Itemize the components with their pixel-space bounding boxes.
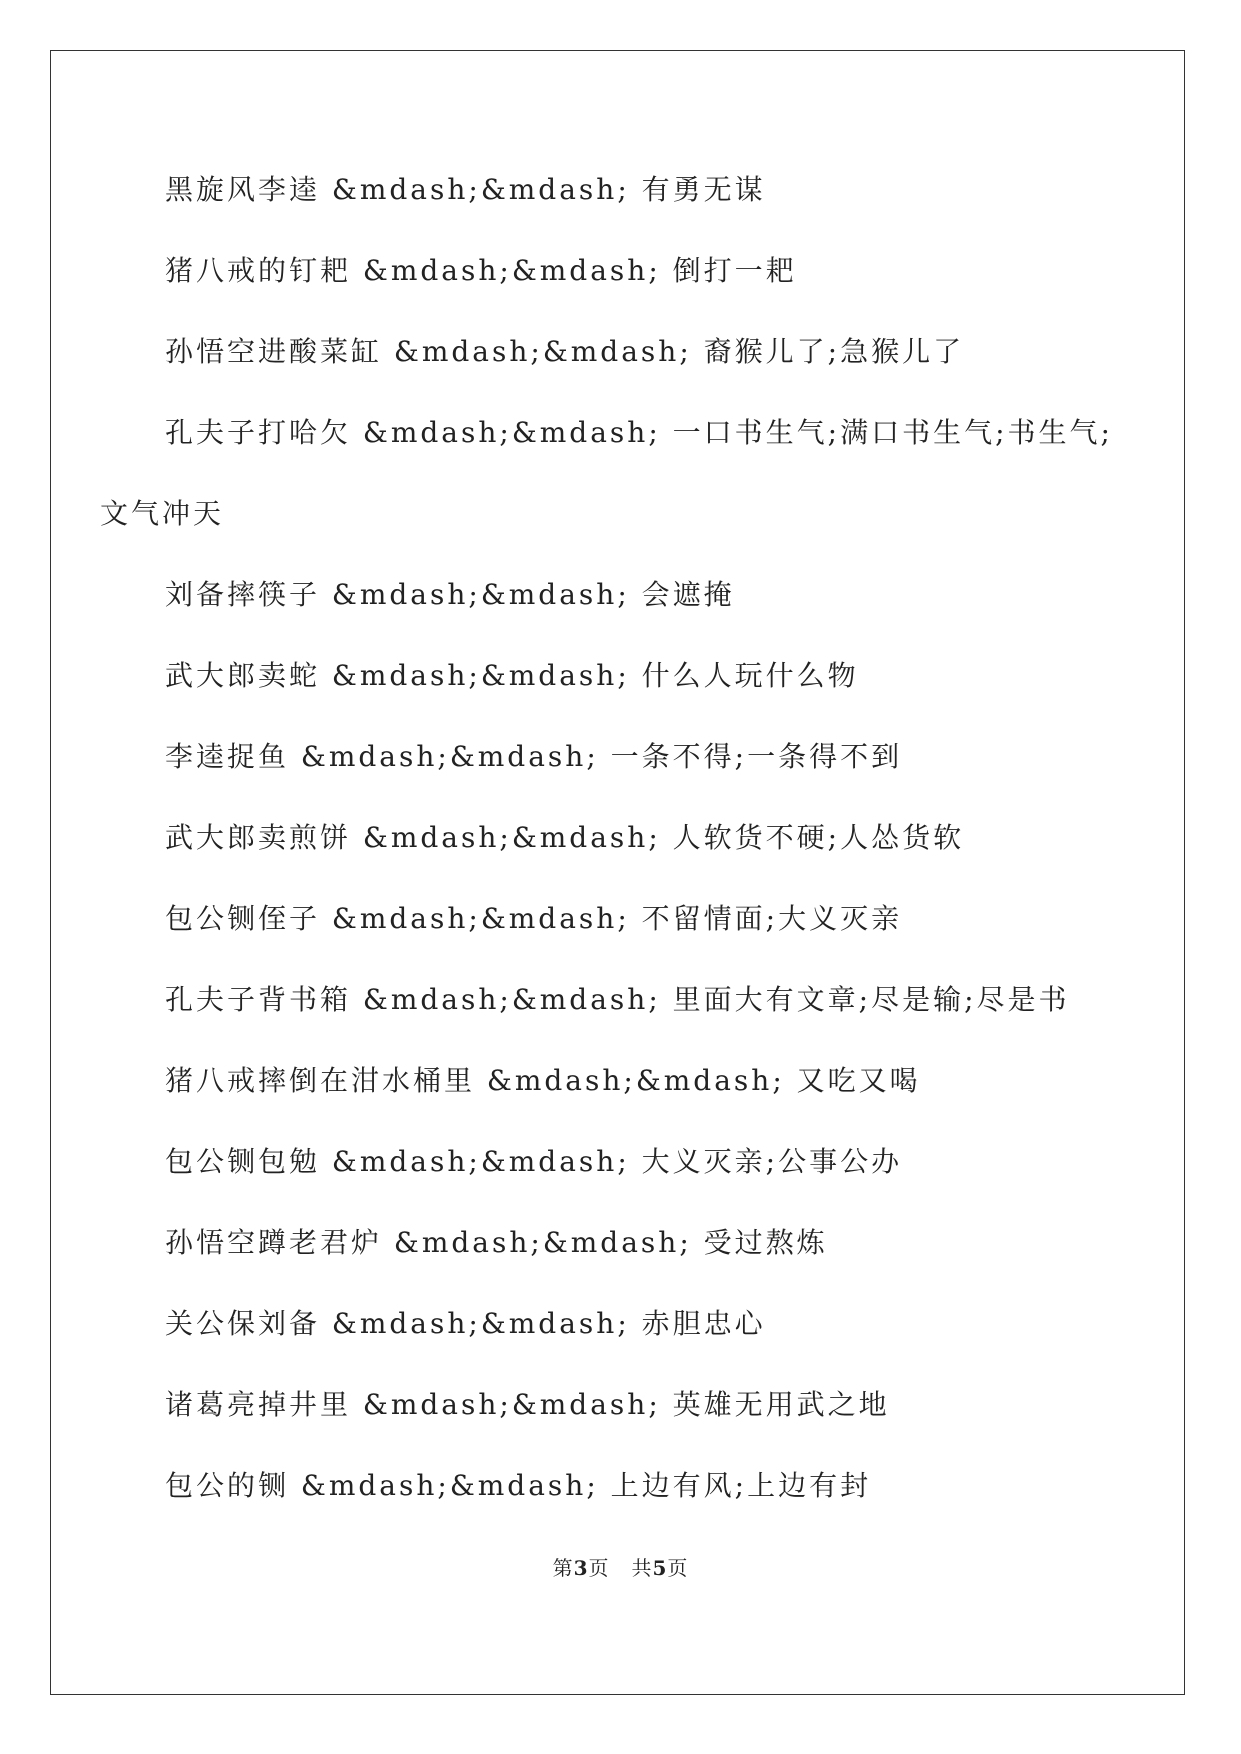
- page-suffix: 页: [588, 1556, 610, 1580]
- total-suffix: 页: [667, 1556, 689, 1580]
- text-line: 武大郎卖蛇 &mdash;&mdash; 什么人玩什么物: [165, 659, 859, 692]
- text-line: 李逵捉鱼 &mdash;&mdash; 一条不得;一条得不到: [165, 740, 903, 773]
- text-line: 猪八戒摔倒在泔水桶里 &mdash;&mdash; 又吃又喝: [165, 1064, 921, 1097]
- text-line: 诸葛亮掉井里 &mdash;&mdash; 英雄无用武之地: [165, 1388, 890, 1421]
- page-prefix: 第: [552, 1556, 574, 1580]
- page-frame: [50, 50, 1185, 1695]
- total-pages: 5: [652, 1556, 668, 1580]
- total-prefix: 共: [631, 1556, 653, 1580]
- page-number: 3: [573, 1556, 589, 1580]
- text-line: 文气冲天: [100, 497, 225, 530]
- page-footer: [0, 1552, 1241, 1581]
- text-line: 孔夫子背书箱 &mdash;&mdash; 里面大有文章;尽是输;尽是书: [165, 983, 1070, 1016]
- text-line: 孔夫子打哈欠 &mdash;&mdash; 一口书生气;满口书生气;书生气;: [165, 416, 1113, 449]
- text-line: 孙悟空进酸菜缸 &mdash;&mdash; 裔猴儿了;急猴儿了: [165, 335, 965, 368]
- text-line: 包公的铡 &mdash;&mdash; 上边有风;上边有封: [165, 1469, 872, 1502]
- text-line: 刘备摔筷子 &mdash;&mdash; 会遮掩: [165, 578, 735, 611]
- text-line: 包公铡侄子 &mdash;&mdash; 不留情面;大义灭亲: [165, 902, 903, 935]
- text-line: 武大郎卖煎饼 &mdash;&mdash; 人软货不硬;人怂货软: [165, 821, 965, 854]
- text-line: 孙悟空蹲老君炉 &mdash;&mdash; 受过熬炼: [165, 1226, 828, 1259]
- text-line: 关公保刘备 &mdash;&mdash; 赤胆忠心: [165, 1307, 766, 1340]
- text-line: 黑旋风李逵 &mdash;&mdash; 有勇无谋: [165, 173, 766, 206]
- text-line: 包公铡包勉 &mdash;&mdash; 大义灭亲;公事公办: [165, 1145, 903, 1178]
- text-line: 猪八戒的钉耙 &mdash;&mdash; 倒打一耙: [165, 254, 797, 287]
